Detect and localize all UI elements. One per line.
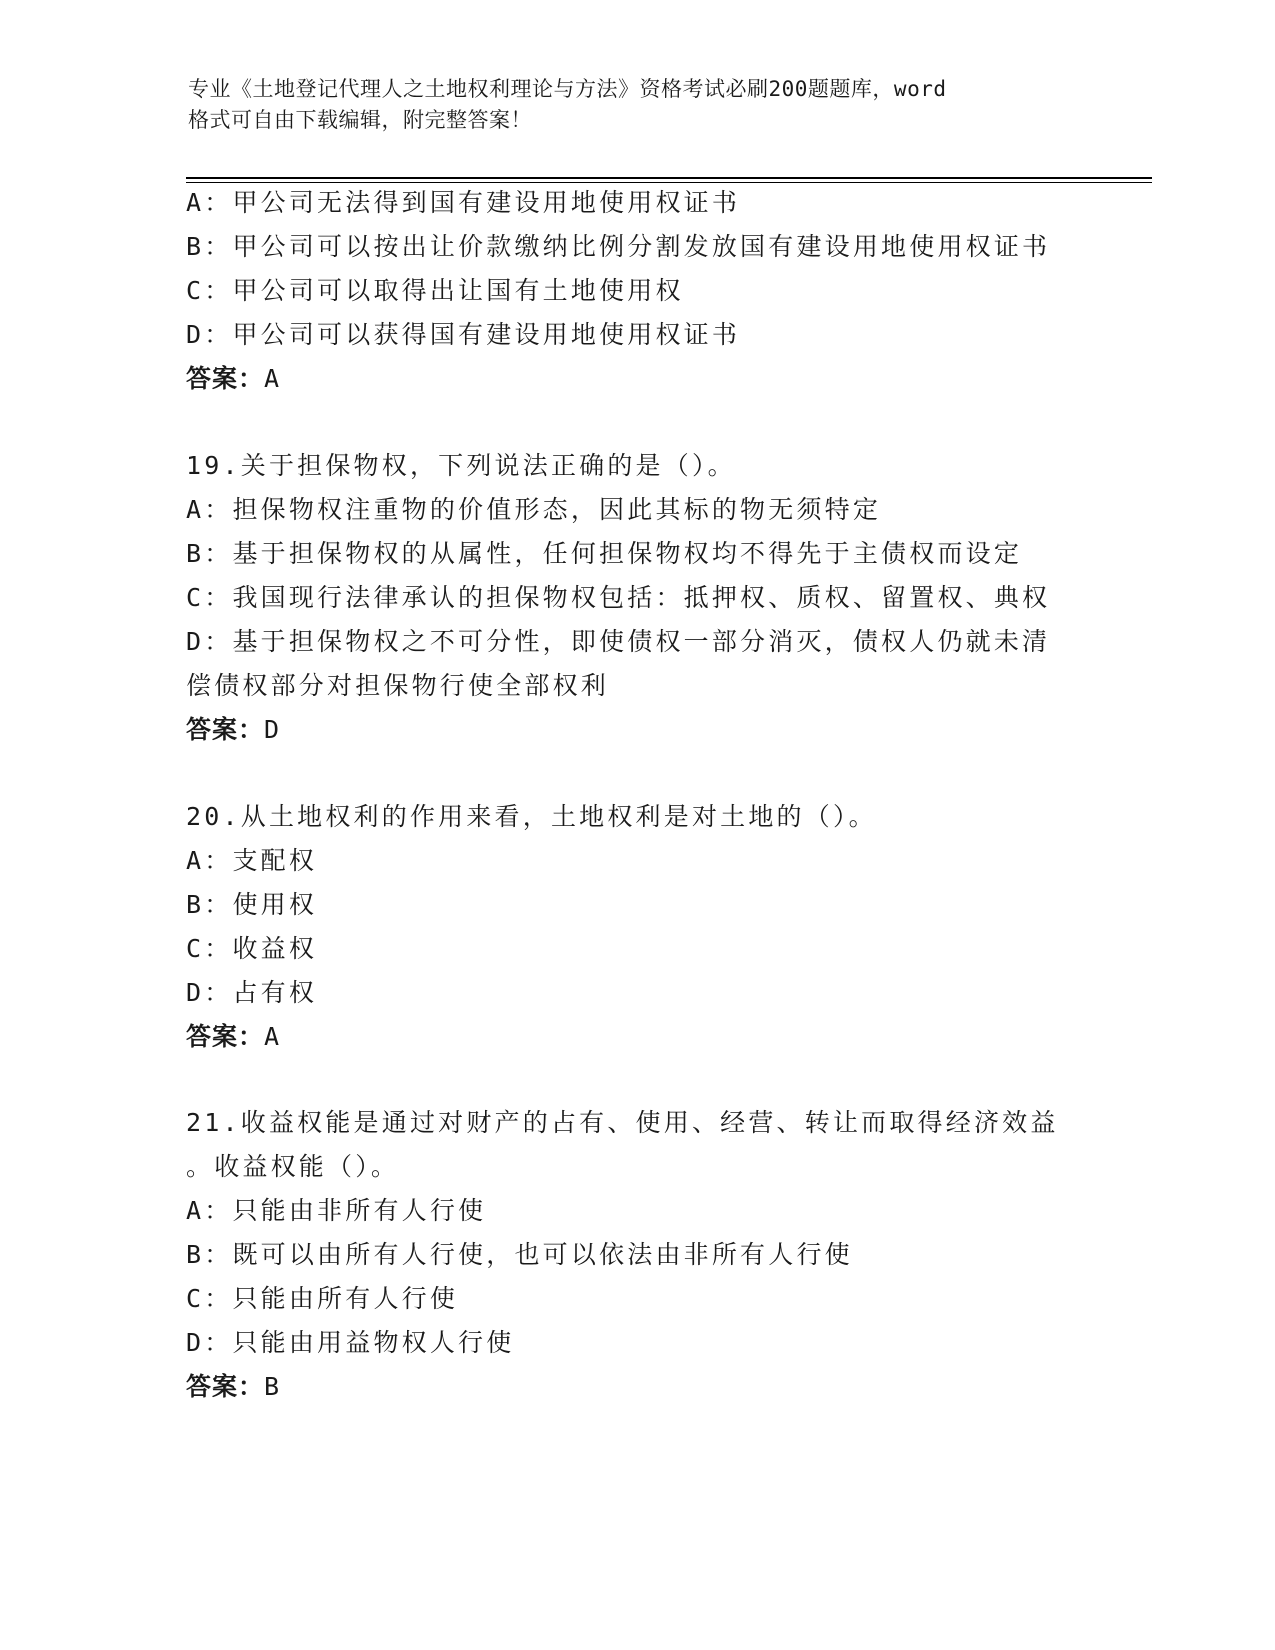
q19-option-a: A：担保物权注重物的价值形态，因此其标的物无须特定	[186, 495, 882, 524]
q20-option-b: B：使用权	[186, 890, 318, 919]
answer-label: 答案：	[186, 715, 265, 744]
q19-option-c: C：我国现行法律承认的担保物权包括：抵押权、质权、留置权、典权	[186, 583, 1051, 612]
q20-option-c: C：收益权	[186, 934, 318, 963]
q19-stem: 19.关于担保物权，下列说法正确的是（）。	[186, 451, 736, 480]
q21-stem-line-2: 。收益权能（）。	[186, 1152, 400, 1181]
q20-option-d: D：占有权	[186, 978, 318, 1007]
q20-answer-value: A	[264, 1022, 281, 1051]
q18-answer-value: A	[264, 364, 281, 393]
header-divider-thin	[186, 182, 1152, 183]
q21-option-c: C：只能由所有人行使	[186, 1284, 459, 1313]
q21-answer-value: B	[264, 1372, 281, 1401]
q18-option-a: A：甲公司无法得到国有建设用地使用权证书	[186, 188, 741, 217]
q20-option-a: A：支配权	[186, 846, 318, 875]
q19-option-d-line-1: D：基于担保物权之不可分性，即使债权一部分消灭，债权人仍就未清	[186, 627, 1051, 656]
q21-option-a: A：只能由非所有人行使	[186, 1196, 487, 1225]
q19-answer	[186, 715, 280, 745]
q20-answer	[186, 1022, 280, 1052]
answer-label: 答案：	[186, 1022, 265, 1051]
q19-option-d-line-2: 偿债权部分对担保物行使全部权利	[186, 671, 610, 700]
q18-option-b: B：甲公司可以按出让价款缴纳比例分割发放国有建设用地使用权证书	[186, 232, 1051, 261]
answer-label: 答案：	[186, 1372, 265, 1401]
q21-option-d: D：只能由用益物权人行使	[186, 1328, 515, 1357]
q19-answer-value: D	[264, 715, 281, 744]
q21-option-b: B：既可以由所有人行使，也可以依法由非所有人行使	[186, 1240, 853, 1269]
q21-answer	[186, 1372, 280, 1402]
q18-option-d: D：甲公司可以获得国有建设用地使用权证书	[186, 320, 741, 349]
q21-stem-line-1: 21.收益权能是通过对财产的占有、使用、经营、转让而取得经济效益	[186, 1108, 1059, 1137]
answer-label: 答案：	[186, 364, 265, 393]
q18-answer	[186, 364, 280, 394]
header-line-2: 格式可自由下载编辑，附完整答案！	[188, 108, 532, 132]
q19-option-b: B：基于担保物权的从属性，任何担保物权均不得先于主债权而设定	[186, 539, 1023, 568]
document-header	[188, 74, 1068, 136]
header-line-1: 专业《土地登记代理人之土地权利理论与方法》资格考试必刷200题题库，word	[188, 77, 947, 101]
header-divider-thick	[186, 177, 1152, 179]
q18-option-c: C：甲公司可以取得出让国有土地使用权	[186, 276, 684, 305]
q20-stem: 20.从土地权利的作用来看，土地权利是对土地的（）。	[186, 802, 877, 831]
